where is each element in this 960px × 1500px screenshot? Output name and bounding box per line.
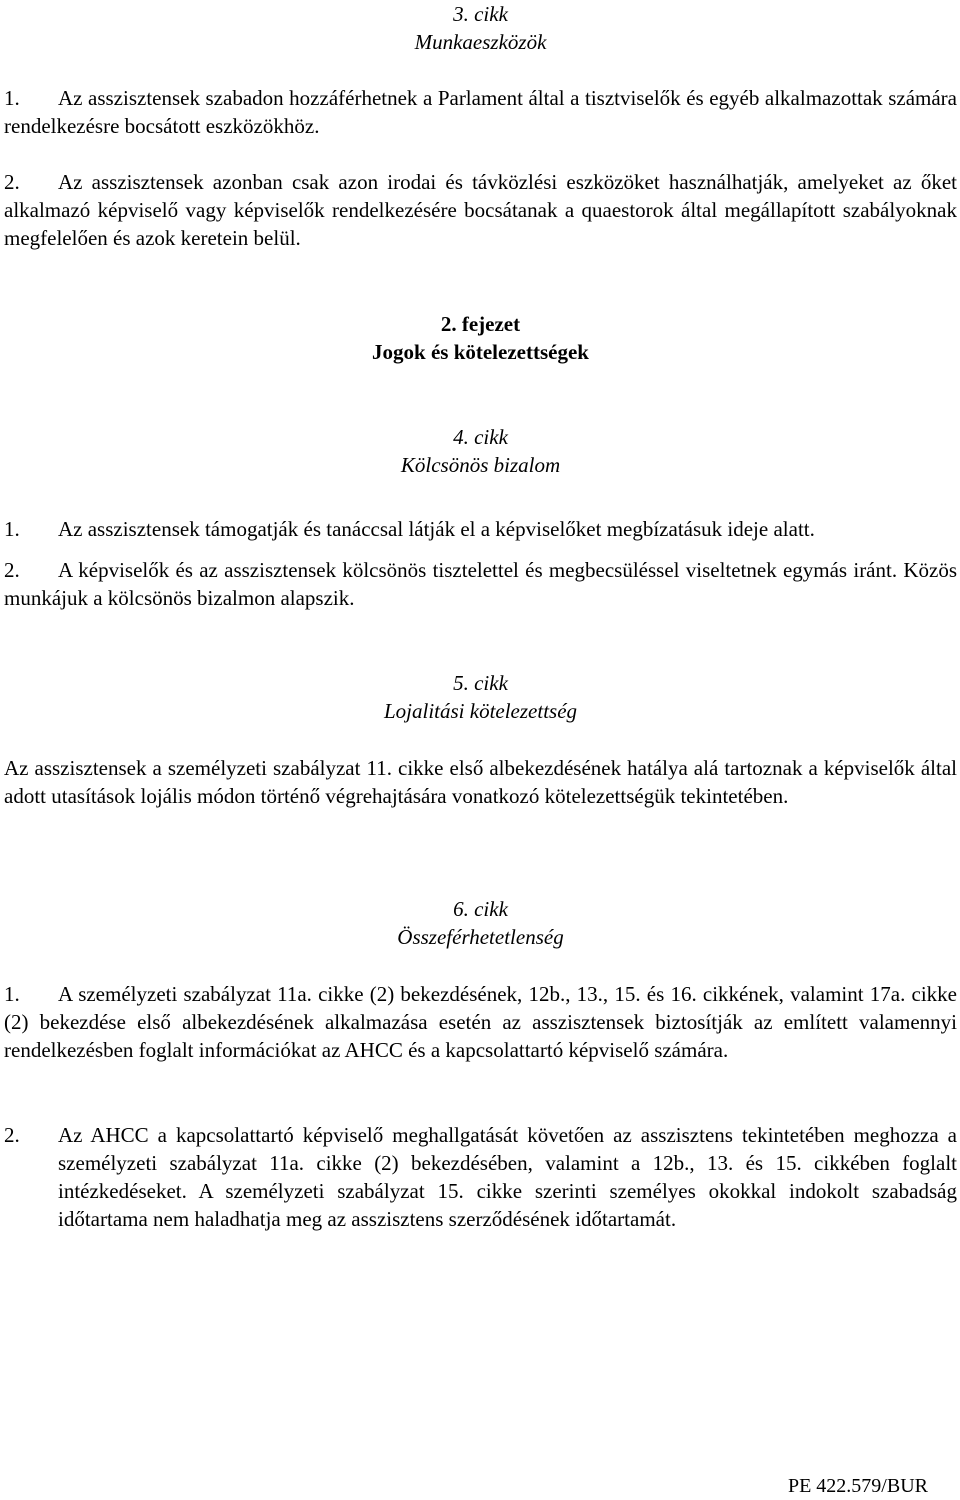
article-4-number: 4. cikk [453,425,508,449]
article-5-paragraph: Az asszisztensek a személyzeti szabályzat 11. cikke első albekezdésének hatálya alá tartoznak a képviselők által adott utasítások lojális módon történő végrehajtására vonatkozó kötelezettségük tekintetében. [4,756,957,808]
article-6-paragraph-1-text: A személyzeti szabályzat 11a. cikke (2) bekezdésének, 12b., 13., 15. és 16. cikkének, valamint 17a. cikke (2) bekezdése első albekezdésének alkalmazása esetén az asszisztensek biztosítják az említett valamennyi rendelkezésben foglalt információkat az AHCC és a kapcsolattartó képviselő számára. [4,982,957,1062]
article-3-paragraph-2-number: 2. [4,170,20,194]
article-4-paragraph-1 [4,515,957,543]
chapter-2-number: 2. fejezet [440,312,521,336]
chapter-2-title: Jogok és kötelezettségek [372,340,589,364]
article-4-paragraph-2-number: 2. [4,558,20,582]
article-3-paragraph-1-text: Az asszisztensek szabadon hozzáférhetnek a Parlament által a tisztviselők és egyéb alkalmazottak számára rendelkezésre bocsátott eszközökhöz. [4,86,957,138]
article-4-title: Kölcsönös bizalom [400,453,561,477]
article-6-paragraph-2-number: 2. [4,1123,20,1147]
article-6-paragraph-1-number: 1. [4,982,20,1006]
article-6-number: 6. cikk [453,897,508,921]
article-6-title: Összeférhetetlenség [397,925,564,949]
article-3-paragraph-1-number: 1. [4,86,20,110]
article-3-number: 3. cikk [453,2,508,26]
article-4-paragraph-2 [4,556,957,612]
article-6-paragraph-2-text: Az AHCC a kapcsolattartó képviselő meghallgatását követően az asszisztens tekintetében meghozza a személyzeti szabályzat 11a. cikke (2) bekezdésében, valamint a 12b., 13. és 15. cikkében foglalt intézkedéseket. A személyzeti szabályzat 15. cikke szerinti személyes okokkal indokolt szabadság időtartama nem haladhatja meg az asszisztens szerződésének időtartamát. [58,1123,957,1231]
article-3-paragraph-1 [4,84,957,140]
article-3-paragraph-2-text: Az asszisztensek azonban csak azon irodai és távközlési eszközöket használhatják, amelyeket az őket alkalmazó képviselő vagy képviselők rendelkezésére bocsátanak a quaestorok által megállapított szabályoknak megfelelően és azok keretein belül. [4,170,957,250]
article-4-paragraph-2-text: A képviselők és az asszisztensek kölcsönös tisztelettel és megbecsüléssel viseltetnek egymás iránt. Közös munkájuk a kölcsönös bizalmon alapszik. [4,558,957,610]
article-5-title: Lojalitási kötelezettség [383,699,578,723]
article-4-paragraph-1-number: 1. [4,517,20,541]
article-3-title: Munkaeszközök [414,30,547,54]
article-6-paragraph-2 [4,1121,957,1233]
article-4-paragraph-1-text: Az asszisztensek támogatják és tanáccsal látják el a képviselőket megbízatásuk ideje alatt. [58,517,815,541]
article-6-paragraph-1 [4,980,957,1064]
article-5-number: 5. cikk [453,671,508,695]
article-3-paragraph-2 [4,168,957,252]
document-reference: PE 422.579/BUR [787,1475,928,1497]
